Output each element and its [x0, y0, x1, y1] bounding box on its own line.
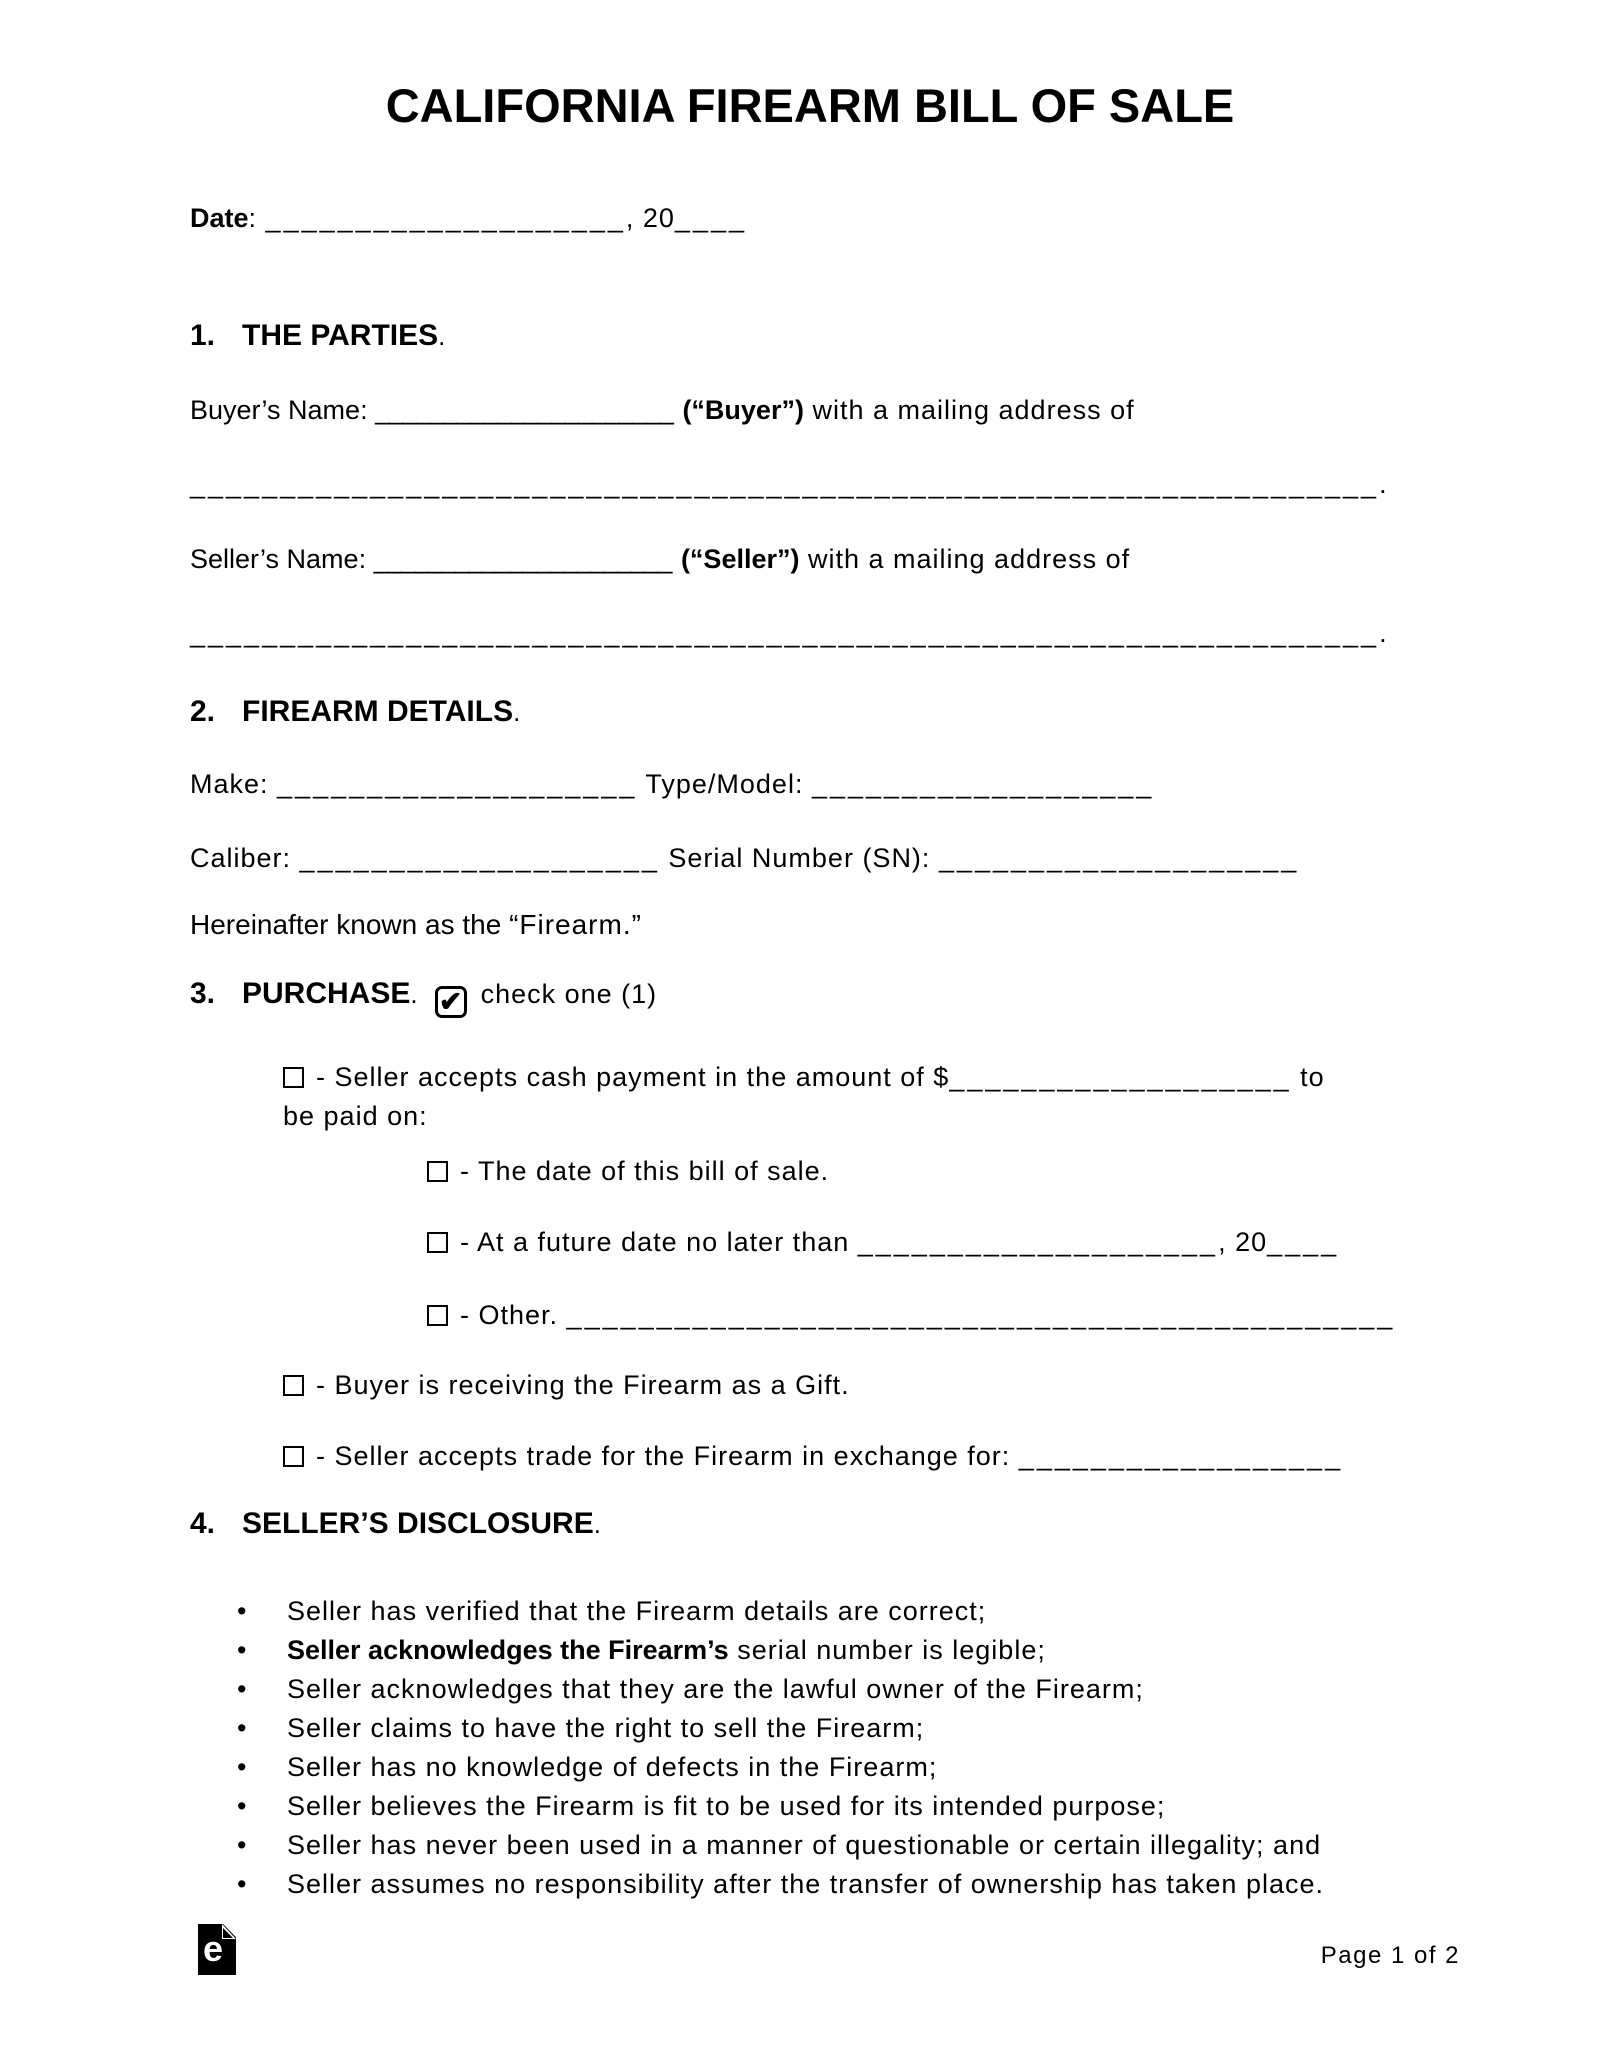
cash-option-checkbox[interactable] [283, 1067, 304, 1088]
date-of-sale-text: - The date of this bill of sale. [460, 1156, 830, 1187]
caliber-blank-field[interactable]: ____________________ [299, 843, 660, 874]
make-label: Make: [190, 768, 278, 799]
buyer-address-blank-field[interactable]: __________________________________________________________________ [190, 469, 1380, 500]
trade-checkbox[interactable] [283, 1446, 304, 1467]
option-gift [283, 1366, 1430, 1405]
make-model-line [190, 768, 1430, 800]
seller-name-line [190, 543, 1430, 575]
date-label: Date [190, 202, 249, 233]
other-blank-field[interactable]: ______________________________________________ [566, 1300, 1396, 1331]
make-blank-field[interactable]: ____________________ [277, 768, 638, 799]
cash-option-text: - Seller accepts cash payment in the amount of $ [316, 1061, 950, 1092]
section-disclosure-period: . [593, 1508, 602, 1539]
option-cash-payment [283, 1058, 1430, 1136]
disclosure-item-8-text: Seller assumes no responsibility after the transfer of ownership has taken place. [287, 1868, 1324, 1899]
disclosure-item-3-text: Seller acknowledges that they are the lawful owner of the Firearm; [287, 1673, 1144, 1704]
future-date-blank-field[interactable]: ____________________ [857, 1227, 1219, 1258]
checked-checkbox-icon [435, 986, 467, 1018]
disclosure-item-4 [190, 1709, 1430, 1748]
disclosure-item-6-text: Seller believes the Firearm is fit to be used for its intended purpose; [287, 1790, 1166, 1821]
option-date-of-sale [427, 1152, 1430, 1191]
gift-text: - Buyer is receiving the Firearm as a Gift. [316, 1369, 850, 1400]
eforms-logo-letter: e [203, 1928, 224, 1969]
section-disclosure-number: 4. [190, 1506, 216, 1540]
hereinafter-prefix: Hereinafter known as the [190, 909, 510, 941]
section-firearm-period: . [513, 696, 522, 727]
document-title: CALIFORNIA FIREARM BILL OF SALE [385, 79, 1235, 132]
date-blank-field[interactable]: ____________________ [265, 202, 626, 233]
seller-address-period: . [1379, 618, 1388, 649]
future-date-text: - At a future date no later than [460, 1227, 858, 1258]
date-line [190, 202, 1430, 234]
future-date-checkbox[interactable] [427, 1232, 448, 1253]
buyer-address-period: . [1379, 469, 1388, 500]
section-purchase-period: . [410, 979, 419, 1010]
hereinafter-line [190, 908, 1430, 942]
section-purchase-title: PURCHASE [242, 977, 411, 1011]
date-colon: : [248, 202, 266, 233]
cash-option-text-after: to [1291, 1061, 1325, 1092]
trade-text: - Seller accepts trade for the Firearm in exchange for: [316, 1440, 1019, 1471]
trade-blank-field[interactable]: __________________ [1018, 1440, 1344, 1471]
other-text: - Other. [460, 1300, 567, 1331]
caliber-serial-line [190, 842, 1430, 874]
section-firearm-heading [190, 694, 1430, 730]
section-parties-period: . [438, 321, 447, 352]
seller-suffix-text: with a mailing address of [799, 543, 1131, 574]
buyer-tag: (“Buyer”) [682, 395, 804, 426]
type-model-label: Type/Model: [637, 768, 812, 799]
disclosure-item-2 [190, 1631, 1430, 1670]
disclosure-item-3 [190, 1670, 1430, 1709]
date-year-prefix: , 20 [625, 202, 675, 233]
gift-checkbox[interactable] [283, 1375, 304, 1396]
disclosure-item-4-text: Seller claims to have the right to sell the Firearm; [287, 1712, 925, 1743]
seller-address-blank-field[interactable]: __________________________________________________________________ [190, 618, 1380, 649]
option-trade [283, 1437, 1430, 1476]
buyer-address-line [190, 468, 1430, 500]
option-other [427, 1296, 1430, 1335]
section-parties-number: 1. [190, 319, 216, 353]
seller-address-line [190, 617, 1430, 649]
buyer-name-label: Buyer’s Name: [190, 395, 376, 426]
caliber-label: Caliber: [190, 843, 300, 874]
future-date-year-prefix: , 20 [1218, 1227, 1268, 1258]
disclosure-item-8 [190, 1865, 1430, 1904]
disclosure-item-2-text: serial number is legible; [728, 1634, 1046, 1665]
serial-number-blank-field[interactable]: ____________________ [938, 843, 1300, 874]
date-of-sale-checkbox[interactable] [427, 1161, 448, 1182]
type-model-blank-field[interactable]: ___________________ [811, 768, 1155, 799]
firearm-term: “Firearm.” [509, 909, 642, 941]
disclosure-item-5-text: Seller has no knowledge of defects in the Firearm; [287, 1751, 938, 1782]
section-parties-title: THE PARTIES [242, 319, 439, 353]
check-mark-glyph: ✔ [438, 986, 463, 1018]
seller-name-blank-field[interactable]: ______________________ [373, 543, 671, 574]
serial-number-label: Serial Number (SN): [659, 843, 939, 874]
disclosure-item-6 [190, 1787, 1430, 1826]
disclosure-list [190, 1592, 1430, 1904]
disclosure-item-2-bold: Seller acknowledges the Firearm’s [287, 1634, 729, 1665]
future-date-year-blank-field[interactable]: ____ [1267, 1227, 1340, 1258]
disclosure-item-7-text: Seller has never been used in a manner of questionable or certain illegality; and [287, 1829, 1322, 1860]
page-number: Page 1 of 2 [1320, 1942, 1460, 1969]
section-purchase-heading [190, 976, 1430, 1018]
other-checkbox[interactable] [427, 1305, 448, 1326]
disclosure-item-5 [190, 1748, 1430, 1787]
date-year-blank-field[interactable]: ____ [674, 202, 747, 233]
option-cash-payment-line [283, 1058, 1430, 1097]
check-one-instruction: check one (1) [480, 979, 658, 1010]
disclosure-item-1-text: Seller has verified that the Firearm details are correct; [287, 1595, 987, 1626]
seller-tag: (“Seller”) [680, 543, 800, 574]
buyer-name-blank-field[interactable]: ______________________ [375, 395, 673, 426]
disclosure-item-7 [190, 1826, 1430, 1865]
cash-option-continuation: be paid on: [283, 1100, 428, 1131]
section-purchase-number: 3. [190, 977, 216, 1011]
section-disclosure-heading [190, 1506, 1430, 1542]
eforms-logo [198, 1924, 236, 1975]
seller-name-label: Seller’s Name: [190, 543, 374, 574]
buyer-name-line [190, 394, 1430, 426]
buyer-suffix-text: with a mailing address of [803, 395, 1135, 426]
option-future-date [427, 1223, 1430, 1262]
disclosure-item-1 [190, 1592, 1430, 1631]
section-firearm-number: 2. [190, 694, 216, 728]
section-disclosure-title: SELLER’S DISCLOSURE [242, 1506, 594, 1540]
section-firearm-title: FIREARM DETAILS [242, 694, 514, 728]
section-parties-heading [190, 318, 1430, 354]
cash-amount-blank-field[interactable]: ___________________ [949, 1061, 1292, 1092]
